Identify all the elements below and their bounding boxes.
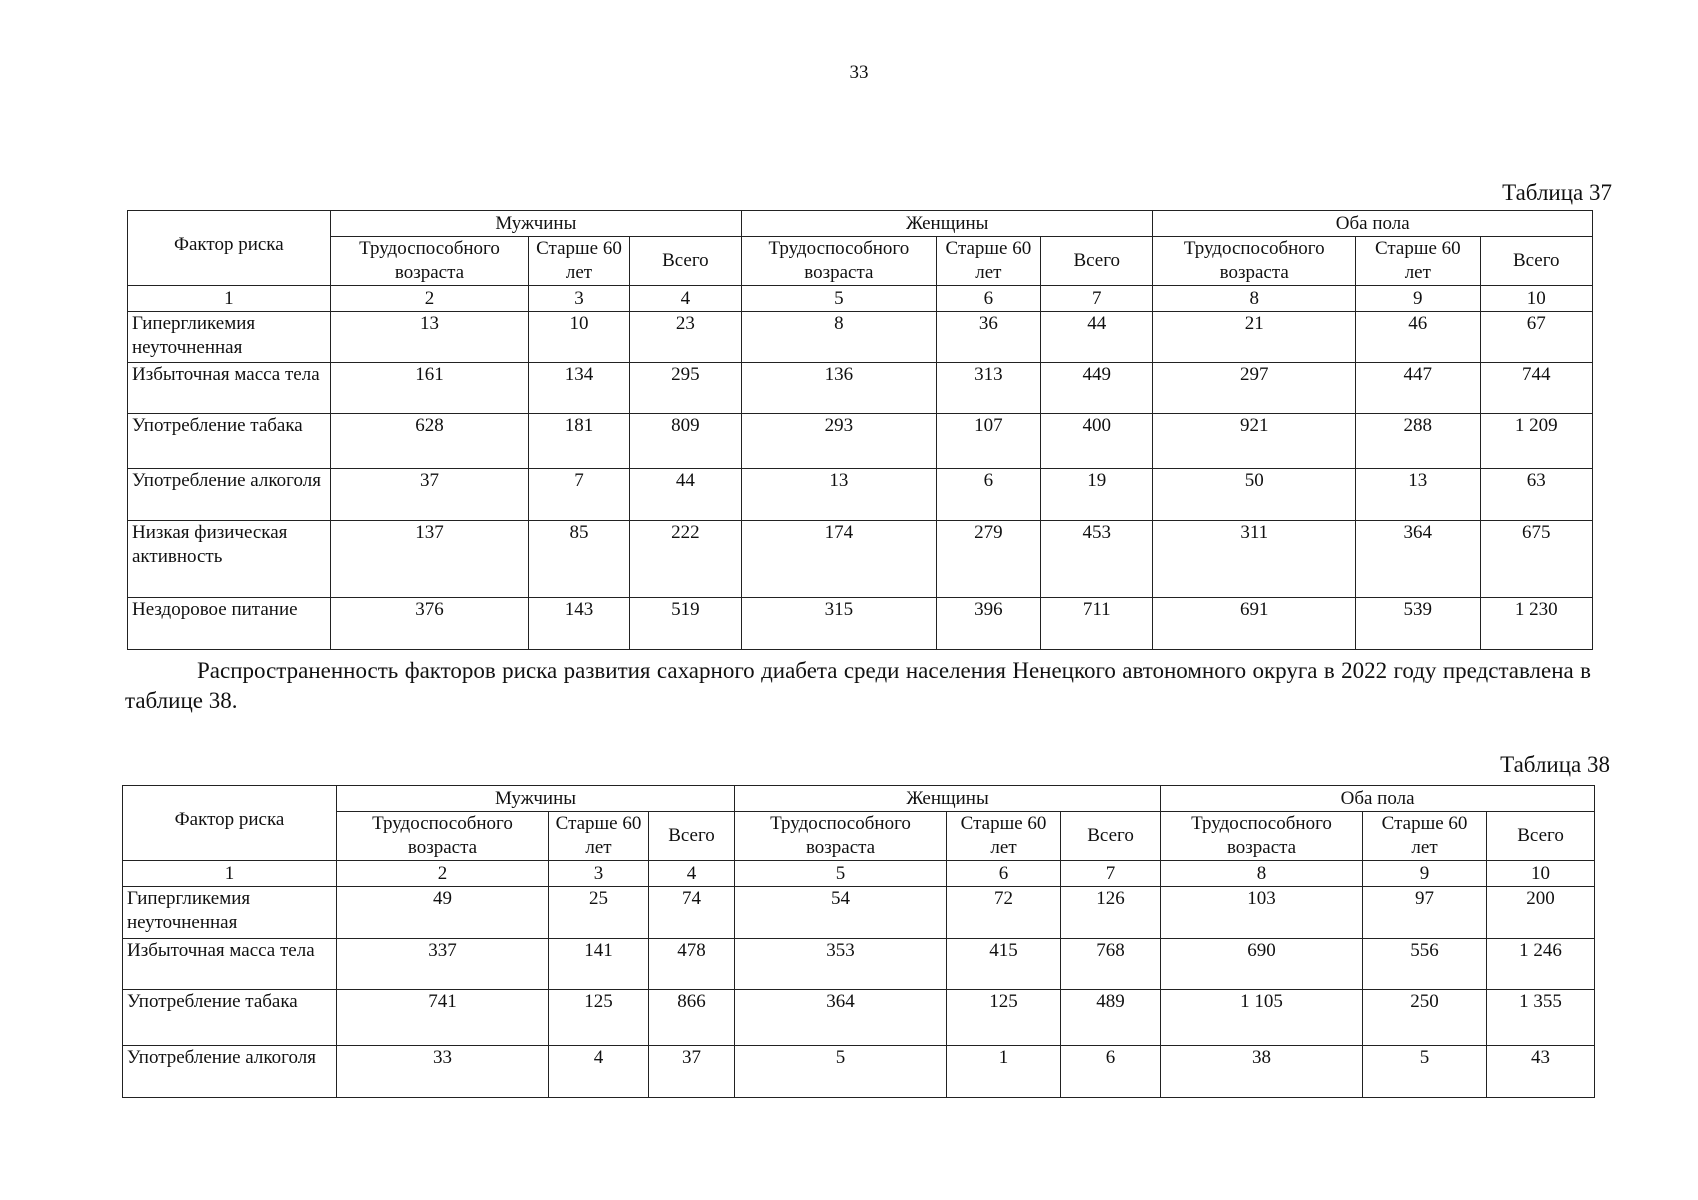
sub-header-working-age: Трудоспособного возраста <box>742 237 937 286</box>
table-row <box>128 414 1593 469</box>
column-number: 2 <box>337 861 549 887</box>
value-cell: 921 <box>1153 414 1356 469</box>
group-header-women: Женщины <box>742 211 1153 237</box>
factor-header: Фактор риска <box>128 211 331 286</box>
table-row <box>123 1046 1595 1098</box>
value-cell: 4 <box>549 1046 649 1098</box>
factor-label: Употребление табака <box>123 990 337 1046</box>
value-cell: 353 <box>735 939 947 990</box>
column-number: 3 <box>549 861 649 887</box>
value-cell: 141 <box>549 939 649 990</box>
value-cell: 200 <box>1487 887 1595 939</box>
value-cell: 288 <box>1356 414 1480 469</box>
value-cell: 43 <box>1487 1046 1595 1098</box>
value-cell: 72 <box>947 887 1061 939</box>
value-cell: 293 <box>742 414 937 469</box>
column-number: 10 <box>1480 286 1593 312</box>
column-number: 6 <box>936 286 1040 312</box>
sub-header-over-60: Старше 60 лет <box>1356 237 1480 286</box>
value-cell: 50 <box>1153 469 1356 521</box>
value-cell: 5 <box>1363 1046 1487 1098</box>
value-cell: 519 <box>629 598 741 650</box>
value-cell: 49 <box>337 887 549 939</box>
column-number: 7 <box>1041 286 1153 312</box>
value-cell: 222 <box>629 521 741 598</box>
table-37 <box>127 210 1593 650</box>
value-cell: 44 <box>1041 312 1153 363</box>
value-cell: 744 <box>1480 363 1593 414</box>
factor-label: Употребление алкоголя <box>128 469 331 521</box>
value-cell: 690 <box>1161 939 1363 990</box>
factor-label: Употребление алкоголя <box>123 1046 337 1098</box>
value-cell: 376 <box>330 598 529 650</box>
group-header-women: Женщины <box>735 786 1161 812</box>
value-cell: 539 <box>1356 598 1480 650</box>
value-cell: 364 <box>735 990 947 1046</box>
value-cell: 136 <box>742 363 937 414</box>
value-cell: 6 <box>1061 1046 1161 1098</box>
factor-label: Употребление табака <box>128 414 331 469</box>
value-cell: 67 <box>1480 312 1593 363</box>
value-cell: 809 <box>629 414 741 469</box>
value-cell: 7 <box>529 469 629 521</box>
value-cell: 711 <box>1041 598 1153 650</box>
value-cell: 691 <box>1153 598 1356 650</box>
table-row <box>128 521 1593 598</box>
table-row <box>123 887 1595 939</box>
value-cell: 37 <box>330 469 529 521</box>
value-cell: 400 <box>1041 414 1153 469</box>
table-row <box>128 598 1593 650</box>
sub-header-working-age: Трудоспособного возраста <box>1153 237 1356 286</box>
table-37-caption: Таблица 37 <box>1502 180 1612 205</box>
table-row <box>123 939 1595 990</box>
page-number: 33 <box>849 62 869 83</box>
value-cell: 5 <box>735 1046 947 1098</box>
column-number: 7 <box>1061 861 1161 887</box>
sub-header-working-age: Трудоспособного возраста <box>1161 812 1363 861</box>
sub-header-total: Всего <box>629 237 741 286</box>
value-cell: 25 <box>549 887 649 939</box>
table-row <box>128 469 1593 521</box>
factor-label: Избыточная масса тела <box>123 939 337 990</box>
group-header-men: Мужчины <box>337 786 735 812</box>
value-cell: 396 <box>936 598 1040 650</box>
value-cell: 44 <box>629 469 741 521</box>
sub-header-over-60: Старше 60 лет <box>529 237 629 286</box>
column-number: 5 <box>742 286 937 312</box>
value-cell: 125 <box>549 990 649 1046</box>
value-cell: 415 <box>947 939 1061 990</box>
column-number: 4 <box>649 861 735 887</box>
value-cell: 37 <box>649 1046 735 1098</box>
value-cell: 181 <box>529 414 629 469</box>
group-header-both: Оба пола <box>1153 211 1593 237</box>
value-cell: 107 <box>936 414 1040 469</box>
value-cell: 74 <box>649 887 735 939</box>
value-cell: 13 <box>1356 469 1480 521</box>
value-cell: 1 <box>947 1046 1061 1098</box>
value-cell: 13 <box>330 312 529 363</box>
value-cell: 8 <box>742 312 937 363</box>
value-cell: 161 <box>330 363 529 414</box>
table-38 <box>122 785 1595 1098</box>
value-cell: 556 <box>1363 939 1487 990</box>
value-cell: 21 <box>1153 312 1356 363</box>
value-cell: 364 <box>1356 521 1480 598</box>
sub-header-working-age: Трудоспособного возраста <box>735 812 947 861</box>
column-number: 8 <box>1161 861 1363 887</box>
value-cell: 489 <box>1061 990 1161 1046</box>
value-cell: 6 <box>936 469 1040 521</box>
value-cell: 297 <box>1153 363 1356 414</box>
column-number: 9 <box>1363 861 1487 887</box>
value-cell: 23 <box>629 312 741 363</box>
sub-header-total: Всего <box>1480 237 1593 286</box>
value-cell: 54 <box>735 887 947 939</box>
column-number: 5 <box>735 861 947 887</box>
column-number: 10 <box>1487 861 1595 887</box>
factor-label: Низкая физическая активность <box>128 521 331 598</box>
value-cell: 13 <box>742 469 937 521</box>
column-number: 1 <box>123 861 337 887</box>
value-cell: 315 <box>742 598 937 650</box>
value-cell: 447 <box>1356 363 1480 414</box>
table-row <box>128 363 1593 414</box>
sub-header-over-60: Старше 60 лет <box>1363 812 1487 861</box>
value-cell: 1 209 <box>1480 414 1593 469</box>
value-cell: 137 <box>330 521 529 598</box>
column-number: 2 <box>330 286 529 312</box>
value-cell: 337 <box>337 939 549 990</box>
value-cell: 143 <box>529 598 629 650</box>
value-cell: 10 <box>529 312 629 363</box>
value-cell: 46 <box>1356 312 1480 363</box>
value-cell: 103 <box>1161 887 1363 939</box>
value-cell: 38 <box>1161 1046 1363 1098</box>
table-38-caption: Таблица 38 <box>1500 752 1610 777</box>
body-paragraph: Распространенность факторов риска развития сахарного диабета среди населения Ненецкого автономного округа в 2022 году представлена в таблице 38. <box>125 658 1591 713</box>
sub-header-working-age: Трудоспособного возраста <box>337 812 549 861</box>
value-cell: 313 <box>936 363 1040 414</box>
group-header-men: Мужчины <box>330 211 741 237</box>
value-cell: 866 <box>649 990 735 1046</box>
value-cell: 628 <box>330 414 529 469</box>
sub-header-total: Всего <box>1487 812 1595 861</box>
value-cell: 174 <box>742 521 937 598</box>
factor-label: Гипергликемия неуточненная <box>128 312 331 363</box>
value-cell: 295 <box>629 363 741 414</box>
value-cell: 19 <box>1041 469 1153 521</box>
sub-header-working-age: Трудоспособного возраста <box>330 237 529 286</box>
factor-header: Фактор риска <box>123 786 337 861</box>
value-cell: 97 <box>1363 887 1487 939</box>
value-cell: 1 105 <box>1161 990 1363 1046</box>
value-cell: 1 246 <box>1487 939 1595 990</box>
value-cell: 675 <box>1480 521 1593 598</box>
factor-label: Избыточная масса тела <box>128 363 331 414</box>
column-number: 3 <box>529 286 629 312</box>
value-cell: 741 <box>337 990 549 1046</box>
sub-header-total: Всего <box>1061 812 1161 861</box>
value-cell: 250 <box>1363 990 1487 1046</box>
column-number: 6 <box>947 861 1061 887</box>
table-row <box>128 312 1593 363</box>
value-cell: 1 355 <box>1487 990 1595 1046</box>
sub-header-total: Всего <box>1041 237 1153 286</box>
column-number: 8 <box>1153 286 1356 312</box>
value-cell: 126 <box>1061 887 1161 939</box>
column-number: 9 <box>1356 286 1480 312</box>
sub-header-total: Всего <box>649 812 735 861</box>
column-number: 4 <box>629 286 741 312</box>
value-cell: 125 <box>947 990 1061 1046</box>
value-cell: 134 <box>529 363 629 414</box>
factor-label: Нездоровое питание <box>128 598 331 650</box>
value-cell: 768 <box>1061 939 1161 990</box>
sub-header-over-60: Старше 60 лет <box>936 237 1040 286</box>
sub-header-over-60: Старше 60 лет <box>549 812 649 861</box>
group-header-both: Оба пола <box>1161 786 1595 812</box>
factor-label: Гипергликемия неуточненная <box>123 887 337 939</box>
value-cell: 311 <box>1153 521 1356 598</box>
value-cell: 36 <box>936 312 1040 363</box>
column-number: 1 <box>128 286 331 312</box>
value-cell: 1 230 <box>1480 598 1593 650</box>
value-cell: 478 <box>649 939 735 990</box>
value-cell: 85 <box>529 521 629 598</box>
value-cell: 279 <box>936 521 1040 598</box>
table-row <box>123 990 1595 1046</box>
value-cell: 33 <box>337 1046 549 1098</box>
value-cell: 449 <box>1041 363 1153 414</box>
sub-header-over-60: Старше 60 лет <box>947 812 1061 861</box>
value-cell: 453 <box>1041 521 1153 598</box>
value-cell: 63 <box>1480 469 1593 521</box>
